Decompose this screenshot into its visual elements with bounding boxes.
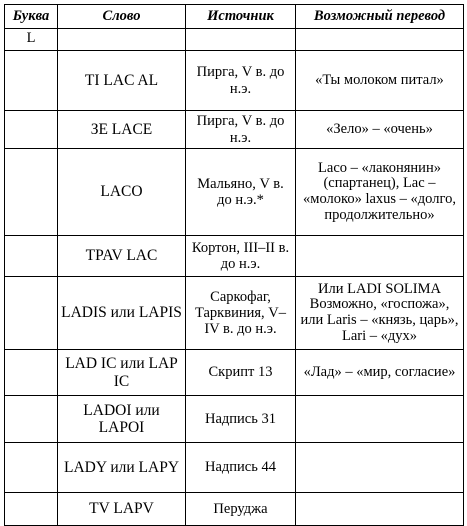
translation-cell: «Зело» – «очень» <box>296 111 464 149</box>
translation-cell <box>296 493 464 526</box>
letter-cell-empty <box>5 51 58 111</box>
letter-cell-empty <box>5 350 58 396</box>
table-row <box>5 443 464 493</box>
word-cell: TPAV LAC <box>58 236 186 277</box>
word-cell: LACO <box>58 149 186 236</box>
empty-cell <box>186 29 296 51</box>
source-cell: Кортон, III–II в. до н.э. <box>186 236 296 277</box>
header-word: Слово <box>58 5 186 29</box>
letter-cell-empty <box>5 277 58 350</box>
letter-cell-empty <box>5 149 58 236</box>
etruscan-words-table <box>4 4 464 526</box>
table-row <box>5 277 464 350</box>
empty-cell <box>58 29 186 51</box>
source-cell: Пирга, V в. до н.э. <box>186 111 296 149</box>
source-cell: Надпись 31 <box>186 396 296 443</box>
translation-cell: Или LADI SOLIMA Возможно, «госпожа», или Laris – «князь, царь», Lari – «дух» <box>296 277 464 350</box>
table-row <box>5 51 464 111</box>
word-cell: TI LAC AL <box>58 51 186 111</box>
table-row <box>5 111 464 149</box>
table-row <box>5 236 464 277</box>
word-cell: ЗE LACE <box>58 111 186 149</box>
letter-cell-empty <box>5 396 58 443</box>
translation-cell <box>296 236 464 277</box>
source-cell: Саркофаг, Тарквиния, V–IV в. до н.э. <box>186 277 296 350</box>
table-row <box>5 396 464 443</box>
table-row <box>5 493 464 526</box>
translation-cell <box>296 396 464 443</box>
header-letter: Буква <box>5 5 58 29</box>
source-cell: Надпись 44 <box>186 443 296 493</box>
letter-row <box>5 29 464 51</box>
source-cell: Перуджа <box>186 493 296 526</box>
header-source: Источник <box>186 5 296 29</box>
source-cell: Мальяно, V в. до н.э.* <box>186 149 296 236</box>
letter-cell-empty <box>5 493 58 526</box>
table-row <box>5 350 464 396</box>
word-cell: LADY или LAPY <box>58 443 186 493</box>
word-cell: TV LAPV <box>58 493 186 526</box>
source-cell: Скрипт 13 <box>186 350 296 396</box>
table-row <box>5 149 464 236</box>
translation-cell: «Лад» – «мир, согласие» <box>296 350 464 396</box>
word-cell: LAD IC или LAP IC <box>58 350 186 396</box>
header-row <box>5 5 464 29</box>
letter-cell-empty <box>5 236 58 277</box>
translation-cell: «Ты молоком питал» <box>296 51 464 111</box>
header-translation: Возможный перевод <box>296 5 464 29</box>
empty-cell <box>296 29 464 51</box>
translation-cell <box>296 443 464 493</box>
source-cell: Пирга, V в. до н.э. <box>186 51 296 111</box>
letter-cell-empty <box>5 111 58 149</box>
letter-cell: L <box>5 29 58 51</box>
letter-cell-empty <box>5 443 58 493</box>
word-cell: LADOI или LAPOI <box>58 396 186 443</box>
word-cell: LADIS или LAPIS <box>58 277 186 350</box>
translation-cell: Laco – «лаконянин» (спартанец), Lac – «молоко» laxus – «долго, продолжительно» <box>296 149 464 236</box>
